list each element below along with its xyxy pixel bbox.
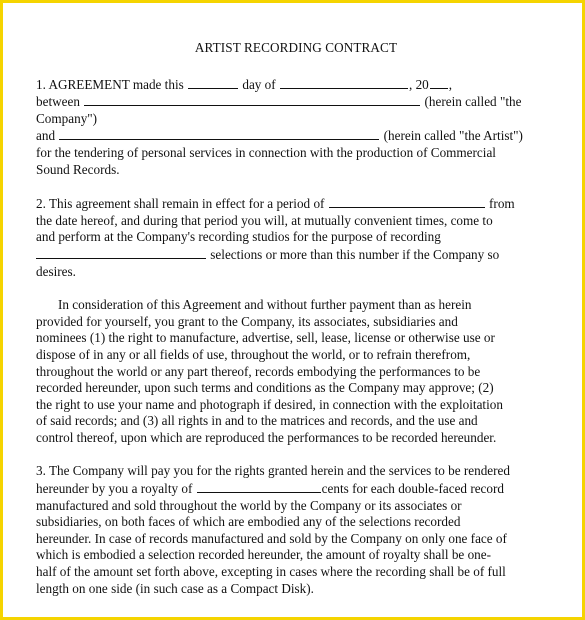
- agreement-text-d: ,: [448, 76, 453, 92]
- clause-3-line-7: half of the amount set forth above, excepting in cases where the recording shall be of full: [36, 564, 506, 580]
- agreement-text-a: 1. AGREEMENT made this: [36, 76, 184, 92]
- consideration-line-7: the right to use your name and photograph if desired, in connection with the exploitation: [36, 396, 503, 412]
- clause-3-line-3: manufactured and sold throughout the world by the Company or its associates or: [36, 497, 462, 513]
- clause-2-line-4: [36, 246, 556, 264]
- clause-1-line-5: for the tendering of personal services in connection with the production of Commercial: [36, 144, 496, 160]
- contract-document: [36, 40, 556, 614]
- artist-name-blank[interactable]: [59, 127, 379, 140]
- clause-3-line-8: length on one side (in such case as a Compact Disk).: [36, 580, 314, 596]
- company-suffix-a: (herein called "the: [424, 94, 522, 110]
- clause-3-line-2: [36, 480, 556, 498]
- clause-2: [36, 195, 556, 280]
- clause-1-line-1: [36, 76, 556, 94]
- day-number-blank[interactable]: [188, 76, 238, 89]
- between-label: between: [36, 94, 80, 110]
- consideration-line-5: throughout the world or any part thereof, records embodying the performances to be: [36, 363, 481, 379]
- clause-3-line-1: 3. The Company will pay you for the rights granted herein and the services to be rendered: [36, 463, 510, 479]
- consideration-line-1: [36, 297, 556, 314]
- consideration-line-9: control thereof, upon which are reproduced the performances to be recorded hereunder.: [36, 429, 497, 445]
- artist-suffix: (herein called "the Artist"): [383, 128, 523, 144]
- clause-3-line-4: subsidiaries, on both faces of which are embodied any of the selections recorded: [36, 514, 461, 530]
- clause-3: [36, 463, 556, 597]
- clause-2-line-3: and perform at the Company's recording studios for the purpose of recording: [36, 229, 441, 245]
- selections-count-blank[interactable]: [36, 246, 206, 259]
- clause-1-line-6: Sound Records.: [36, 161, 120, 177]
- company-name-blank[interactable]: [84, 93, 420, 106]
- clause-2-text-b: from: [489, 196, 515, 212]
- clause-1-line-4: [36, 127, 556, 145]
- document-title: ARTIST RECORDING CONTRACT: [194, 40, 398, 55]
- clause-3-line-6: which is embodied a selection recorded hereunder, the amount of royalty shall be one-: [36, 547, 492, 563]
- clause-3-line-5: hereunder. In case of records manufactured and sold by the Company on only one face of: [36, 530, 507, 546]
- clause-2-text-c: selections or more than this number if the Company so: [210, 246, 500, 262]
- clause-2-line-2: the date hereof, and during that period you will, at mutually convenient times, come to: [36, 212, 493, 228]
- agreement-text-c: , 20: [408, 76, 429, 92]
- clause-2-line-5: desires.: [36, 263, 76, 279]
- consideration-paragraph: [36, 297, 556, 446]
- royalty-text-b: cents for each double-faced record: [321, 481, 504, 497]
- consideration-line-6: recorded hereunder, upon such terms and conditions as the Company may approve; (2): [36, 380, 494, 396]
- and-label: and: [36, 128, 56, 144]
- consideration-text-1: In consideration of this Agreement and without further payment than as herein: [58, 297, 472, 313]
- royalty-amount-blank[interactable]: [197, 480, 321, 493]
- clause-2-line-1: [36, 195, 556, 213]
- consideration-line-2: provided for yourself, you grant to the Company, its associates, subsidiaries and: [36, 313, 458, 329]
- agreement-text-b: day of: [242, 76, 276, 92]
- clause-2-text-a: 2. This agreement shall remain in effect for a period of: [36, 196, 325, 212]
- clause-1: [36, 76, 556, 179]
- consideration-line-8: of said records; and (3) all rights in and to the matrices and records, and the use and: [36, 413, 478, 429]
- clause-1-line-2: [36, 93, 556, 111]
- period-blank[interactable]: [329, 195, 485, 208]
- consideration-line-4: dispose of in any or all fields of use, throughout the world, or to refrain therefrom,: [36, 346, 471, 362]
- clause-1-line-3: Company"): [36, 110, 98, 126]
- year-blank[interactable]: [430, 76, 448, 89]
- consideration-line-3: nominees (1) the right to manufacture, advertise, sell, lease, license or otherwise use or: [36, 330, 495, 346]
- royalty-text-a: hereunder by you a royalty of: [36, 481, 193, 497]
- month-blank[interactable]: [280, 76, 408, 89]
